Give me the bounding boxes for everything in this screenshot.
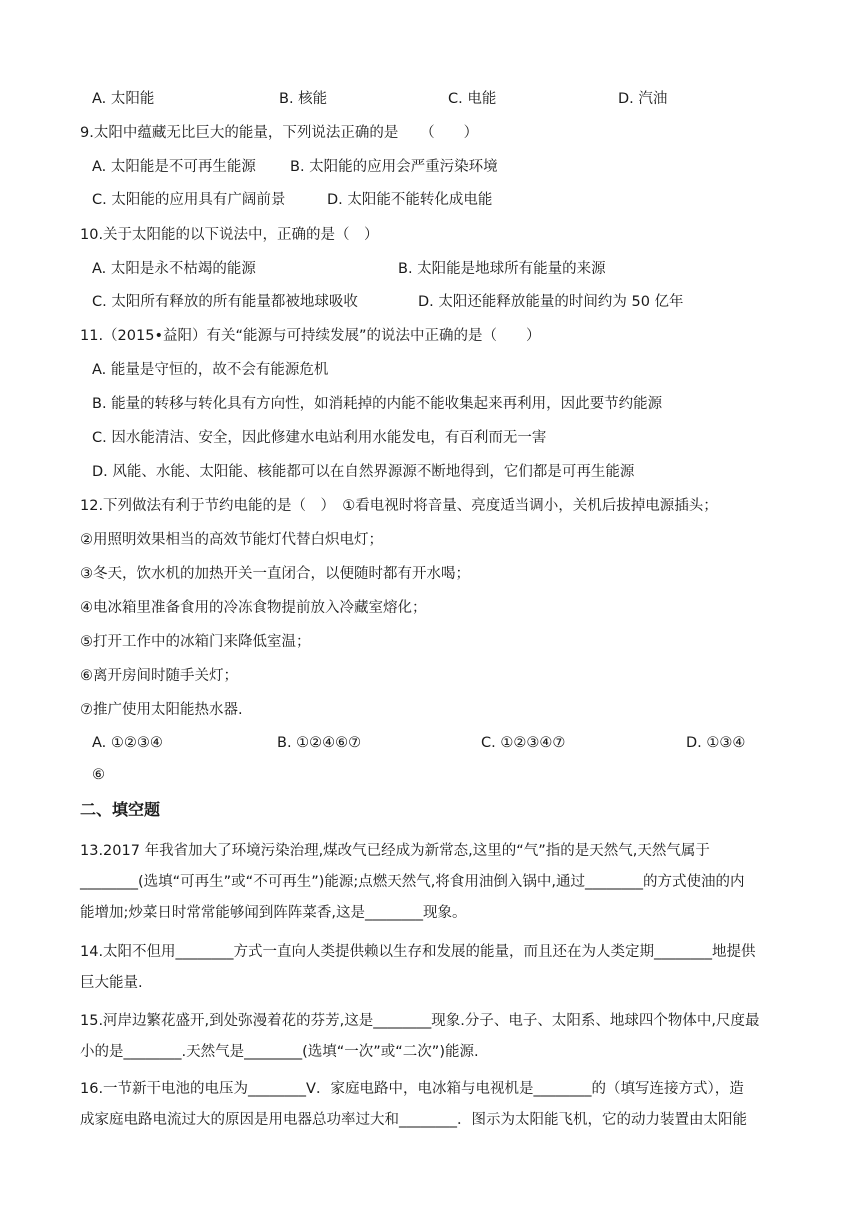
q10-option-d: D. 太阳还能释放能量的时间约为 50 亿年 [418,294,684,310]
q12-item-2: ②用照明效果相当的高效节能灯代替白炽电灯； [80,532,383,548]
section-title-fill-blank: 二、填空题 [80,800,161,819]
q13-line-2: ________(选填“可再生”或“不可再生”)能源;点燃天然气,将食用油倒入锅中,通过________的方式使油的内 [80,874,745,890]
q9-stem: 9.太阳中蕴藏无比巨大的能量，下列说法正确的是 （ ） [80,125,479,141]
q10-option-b: B. 太阳能是地球所有能量的来源 [398,261,606,277]
q9-option-b: B. 太阳能的应用会严重污染环境 [290,159,498,175]
q12-item-4: ④电冰箱里准备食用的冷冻食物提前放入冷藏室熔化； [80,600,427,616]
q15-line-1: 15.河岸边繁花盛开,到处弥漫着花的芬芳,这是________现象.分子、电子、太阳系、地球四个物体中,尺度最 [80,1013,760,1029]
q14-line-1: 14.太阳不但用________方式一直向人类提供赖以生存和发展的能量，而且还在为人类定期________地提供 [80,944,756,960]
q12-option-d-wrap: ⑥ [92,767,105,783]
q15-line-2: 小的是________.天然气是________(选填“一次”或“二次”)能源. [80,1044,479,1060]
q12-option-b: B. ①②④⑥⑦ [277,735,362,751]
q8-option-d: D. 汽油 [618,91,668,107]
q12-option-a: A. ①②③④ [92,735,163,751]
q13 [80,836,790,929]
q8-option-c: C. 电能 [448,91,497,107]
q12-stem: 12.下列做法有利于节约电能的是（ ） ①看电视时将音量、亮度适当调小，关机后拔掉电源插头； [80,498,718,514]
q15 [80,1006,790,1068]
q13-line-3: 能增加;炒菜日时常常能够闻到阵阵菜香,这是________现象。 [80,905,467,921]
q9-option-a: A. 太阳能是不可再生能源 [92,159,256,175]
q12-item-5: ⑤打开工作中的冰箱门来降低室温； [80,634,311,650]
q12-item-6: ⑥离开房间时随手关灯； [80,668,238,684]
q13-line-1: 13.2017 年我省加大了环境污染治理,煤改气已经成为新常态,这里的“气”指的是天然气,天然气属于 [80,843,710,859]
q12-item-3: ③冬天，饮水机的加热开关一直闭合，以便随时都有开水喝； [80,566,470,582]
q16-line-1: 16.一节新干电池的电压为________V．家庭电路中，电冰箱与电视机是________的（填写连接方式），造 [80,1081,744,1097]
q11-option-d: D. 风能、水能、太阳能、核能都可以在自然界源源不断地得到，它们都是可再生能源 [92,464,635,480]
q12-option-c: C. ①②③④⑦ [481,735,566,751]
q16-line-2: 成家庭电路电流过大的原因是用电器总功率过大和________．图示为太阳能飞机，它的动力装置由太阳能 [80,1112,747,1128]
q12-item-7: ⑦推广使用太阳能热水器. [80,702,243,718]
q10-option-c: C. 太阳所有释放的所有能量都被地球吸收 [92,294,358,310]
q11-stem: 11.（2015•益阳）有关“能源与可持续发展”的说法中正确的是（ ） [80,328,541,344]
q8-option-b: B. 核能 [279,91,328,107]
q9-option-c: C. 太阳能的应用具有广阔前景 [92,192,286,208]
q8-option-a: A. 太阳能 [92,91,155,107]
q10-stem: 10.关于太阳能的以下说法中，正确的是（ ） [80,227,379,243]
q11-option-c: C. 因水能清洁、安全，因此修建水电站利用水能发电，有百利而无一害 [92,430,547,446]
q14-line-2: 巨大能量. [80,975,143,991]
q11-option-a: A. 能量是守恒的，故不会有能源危机 [92,362,329,378]
q11-option-b: B. 能量的转移与转化具有方向性，如消耗掉的内能不能收集起来再利用，因此要节约能源 [92,396,663,412]
q9-option-d: D. 太阳能不能转化成电能 [327,192,493,208]
q12-option-d: D. ①③④ [686,735,746,751]
q14 [80,937,790,999]
q10-option-a: A. 太阳是永不枯竭的能源 [92,261,256,277]
q16 [80,1074,790,1136]
